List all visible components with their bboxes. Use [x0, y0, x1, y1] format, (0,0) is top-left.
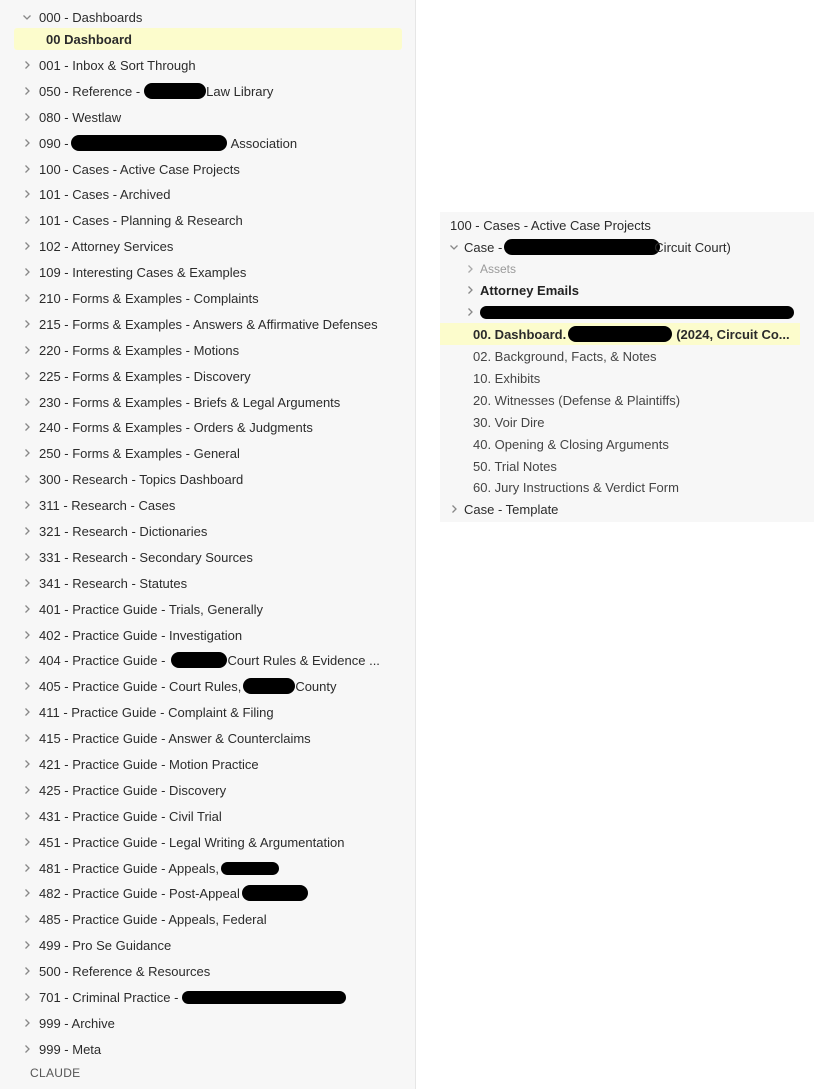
folder-240[interactable]: [14, 416, 402, 438]
folder-label: 401 - Practice Guide - Trials, Generally: [39, 601, 263, 617]
folder-341[interactable]: [14, 572, 402, 594]
folder-label: 321 - Research - Dictionaries: [39, 523, 208, 539]
chevron-right-icon[interactable]: [21, 163, 33, 175]
file-label: 20. Witnesses (Defense & Plaintiffs): [473, 392, 681, 408]
chevron-right-icon[interactable]: [21, 654, 33, 666]
folder-label-suffix: Association: [230, 135, 298, 151]
folder-label: 500 - Reference & Resources: [39, 963, 211, 979]
chevron-right-icon[interactable]: [21, 421, 33, 433]
folder-label: 109 - Interesting Cases & Examples: [39, 264, 247, 280]
chevron-right-icon[interactable]: [464, 306, 476, 318]
chevron-right-icon[interactable]: [21, 939, 33, 951]
folder-404[interactable]: [14, 649, 402, 671]
folder-415[interactable]: [14, 727, 402, 749]
chevron-right-icon[interactable]: [21, 1017, 33, 1029]
folder-220[interactable]: [14, 339, 402, 361]
folder-case-template[interactable]: [440, 498, 800, 520]
folder-label: 311 - Research - Cases: [39, 497, 176, 513]
folder-label: 240 - Forms & Examples - Orders & Judgments: [39, 419, 313, 435]
file-label: 40. Opening & Closing Arguments: [473, 436, 669, 452]
folder-label: 001 - Inbox & Sort Through: [39, 57, 196, 73]
folder-case-expanded[interactable]: [440, 236, 800, 258]
folder-215[interactable]: [14, 313, 402, 335]
folder-label: Attorney Emails: [480, 282, 579, 298]
folder-label: 000 - Dashboards: [39, 9, 143, 25]
redaction-mark: [480, 306, 794, 319]
chevron-right-icon[interactable]: [21, 706, 33, 718]
folder-label: 481 - Practice Guide - Appeals,: [39, 860, 219, 876]
chevron-right-icon[interactable]: [21, 59, 33, 71]
folder-label: Case - Template: [464, 501, 559, 517]
chevron-right-icon[interactable]: [464, 284, 476, 296]
chevron-right-icon[interactable]: [21, 344, 33, 356]
folder-label: 210 - Forms & Examples - Complaints: [39, 290, 259, 306]
folder-label: 431 - Practice Guide - Civil Trial: [39, 808, 222, 824]
folder-label: 999 - Archive: [39, 1015, 115, 1031]
chevron-right-icon[interactable]: [21, 629, 33, 641]
folder-label-suffix: Court Rules & Evidence ...: [227, 652, 380, 668]
folder-090[interactable]: [14, 132, 402, 154]
folder-label-suffix: Law Library: [206, 83, 274, 99]
chevron-right-icon[interactable]: [21, 551, 33, 563]
chevron-right-icon[interactable]: [21, 447, 33, 459]
chevron-down-icon[interactable]: [448, 241, 460, 253]
folder-label: 451 - Practice Guide - Legal Writing & Argumentation: [39, 834, 345, 850]
folder-701[interactable]: [14, 986, 402, 1008]
chevron-right-icon[interactable]: [21, 111, 33, 123]
folder-label: Case -: [464, 239, 503, 255]
chevron-right-icon[interactable]: [21, 473, 33, 485]
chevron-right-icon[interactable]: [21, 318, 33, 330]
file-00-dashboard-case[interactable]: [440, 323, 800, 345]
file-background-facts-notes[interactable]: [440, 345, 800, 367]
chevron-right-icon[interactable]: [21, 85, 33, 97]
folder-050[interactable]: [14, 80, 402, 102]
folder-401[interactable]: [14, 598, 402, 620]
expanded-case-tree: [440, 212, 814, 522]
chevron-right-icon[interactable]: [21, 965, 33, 977]
redaction-mark: [221, 862, 279, 875]
chevron-right-icon[interactable]: [21, 784, 33, 796]
folder-225[interactable]: [14, 365, 402, 387]
folder-label: 100 - Cases - Active Case Projects: [450, 217, 651, 233]
chevron-right-icon[interactable]: [21, 292, 33, 304]
folder-431[interactable]: [14, 805, 402, 827]
redaction-mark: [504, 239, 660, 255]
file-label: 00. Dashboard.: [473, 326, 567, 342]
folder-101-archived[interactable]: [14, 183, 402, 205]
chevron-right-icon[interactable]: [21, 887, 33, 899]
folder-label: 425 - Practice Guide - Discovery: [39, 782, 227, 798]
folder-label: 215 - Forms & Examples - Answers & Affirmative Defenses: [39, 316, 378, 332]
chevron-right-icon[interactable]: [21, 603, 33, 615]
folder-101-planning[interactable]: [14, 209, 402, 231]
folder-label: 415 - Practice Guide - Answer & Counterclaims: [39, 730, 311, 746]
file-jury-instructions[interactable]: [440, 476, 800, 498]
file-label: 60. Jury Instructions & Verdict Form: [473, 479, 679, 495]
redaction-mark: [144, 83, 206, 99]
chevron-right-icon[interactable]: [21, 499, 33, 511]
chevron-right-icon[interactable]: [21, 862, 33, 874]
folder-100-active-case-projects[interactable]: [440, 214, 800, 236]
folder-405[interactable]: [14, 675, 402, 697]
folder-redacted[interactable]: [440, 301, 814, 323]
folder-230[interactable]: [14, 391, 402, 413]
folder-210[interactable]: [14, 287, 402, 309]
folder-109[interactable]: [14, 261, 402, 283]
folder-451[interactable]: [14, 831, 402, 853]
chevron-right-icon[interactable]: [21, 396, 33, 408]
chevron-right-icon[interactable]: [21, 240, 33, 252]
chevron-right-icon[interactable]: [21, 525, 33, 537]
folder-label-suffix: County: [295, 678, 337, 694]
folder-label: 101 - Cases - Archived: [39, 186, 171, 202]
folder-label: 050 - Reference -: [39, 83, 141, 99]
folder-321[interactable]: [14, 520, 402, 542]
folder-label: 482 - Practice Guide - Post-Appeal: [39, 885, 240, 901]
folder-label: 225 - Forms & Examples - Discovery: [39, 368, 251, 384]
folder-080[interactable]: [14, 106, 402, 128]
redaction-mark: [568, 326, 672, 342]
folder-assets[interactable]: [440, 258, 814, 280]
folder-482[interactable]: [14, 882, 402, 904]
folder-100[interactable]: [14, 158, 402, 180]
folder-500[interactable]: [14, 960, 402, 982]
file-trial-notes[interactable]: [440, 455, 800, 477]
folder-attorney-emails[interactable]: [440, 279, 814, 301]
folder-label: 102 - Attorney Services: [39, 238, 174, 254]
redaction-mark: [243, 678, 295, 694]
folder-label: 101 - Cases - Planning & Research: [39, 212, 243, 228]
file-label: 10. Exhibits: [473, 370, 541, 386]
folder-402[interactable]: [14, 624, 402, 646]
folder-label: 999 - Meta: [39, 1041, 102, 1057]
vault-name-footer[interactable]: CLAUDE: [30, 1066, 81, 1080]
folder-331[interactable]: [14, 546, 402, 568]
folder-label: 404 - Practice Guide -: [39, 652, 166, 668]
folder-label: 485 - Practice Guide - Appeals, Federal: [39, 911, 267, 927]
file-00-dashboard[interactable]: [14, 28, 402, 50]
folder-999-archive[interactable]: [14, 1012, 402, 1034]
folder-label: 300 - Research - Topics Dashboard: [39, 471, 244, 487]
chevron-right-icon[interactable]: [21, 137, 33, 149]
chevron-right-icon[interactable]: [21, 680, 33, 692]
chevron-right-icon[interactable]: [21, 188, 33, 200]
folder-label: 499 - Pro Se Guidance: [39, 937, 172, 953]
chevron-right-icon[interactable]: [21, 810, 33, 822]
file-label-suffix: (2024, Circuit Co...: [676, 326, 790, 342]
file-label: 00 Dashboard: [46, 31, 132, 47]
folder-311[interactable]: [14, 494, 402, 516]
folder-label: 421 - Practice Guide - Motion Practice: [39, 756, 259, 772]
chevron-right-icon[interactable]: [448, 503, 460, 515]
folder-999-meta[interactable]: [14, 1038, 402, 1060]
folder-label: 411 - Practice Guide - Complaint & Filing: [39, 704, 274, 720]
folder-label: 220 - Forms & Examples - Motions: [39, 342, 240, 358]
chevron-right-icon[interactable]: [21, 370, 33, 382]
folder-425[interactable]: [14, 779, 402, 801]
file-label: 50. Trial Notes: [473, 458, 557, 474]
file-voir-dire[interactable]: [440, 411, 800, 433]
chevron-right-icon[interactable]: [21, 1043, 33, 1055]
folder-label: 230 - Forms & Examples - Briefs & Legal Arguments: [39, 394, 341, 410]
folder-label: 701 - Criminal Practice -: [39, 989, 179, 1005]
file-opening-closing-arguments[interactable]: [440, 433, 800, 455]
chevron-right-icon[interactable]: [21, 266, 33, 278]
folder-001[interactable]: [14, 54, 402, 76]
folder-481[interactable]: [14, 857, 402, 879]
folder-411[interactable]: [14, 701, 402, 723]
file-label: 30. Voir Dire: [473, 414, 545, 430]
file-witnesses[interactable]: [440, 389, 800, 411]
folder-label: 100 - Cases - Active Case Projects: [39, 161, 240, 177]
folder-label: 090 -: [39, 135, 69, 151]
folder-label: 331 - Research - Secondary Sources: [39, 549, 253, 565]
chevron-right-icon[interactable]: [21, 836, 33, 848]
chevron-right-icon[interactable]: [21, 758, 33, 770]
chevron-right-icon[interactable]: [21, 577, 33, 589]
chevron-right-icon[interactable]: [464, 263, 476, 275]
chevron-right-icon[interactable]: [21, 991, 33, 1003]
folder-499[interactable]: [14, 934, 402, 956]
folder-label: 341 - Research - Statutes: [39, 575, 188, 591]
folder-label-suffix: Circuit Court): [654, 239, 731, 255]
redaction-mark: [182, 991, 346, 1004]
folder-421[interactable]: [14, 753, 402, 775]
chevron-right-icon[interactable]: [21, 913, 33, 925]
chevron-down-icon[interactable]: [21, 11, 33, 23]
folder-label: 080 - Westlaw: [39, 109, 122, 125]
folder-485[interactable]: [14, 908, 402, 930]
folder-label: 402 - Practice Guide - Investigation: [39, 627, 243, 643]
chevron-right-icon[interactable]: [21, 214, 33, 226]
folder-300[interactable]: [14, 468, 402, 490]
folder-label: 405 - Practice Guide - Court Rules,: [39, 678, 242, 694]
redaction-mark: [71, 135, 227, 151]
folder-102[interactable]: [14, 235, 402, 257]
file-exhibits[interactable]: [440, 367, 800, 389]
folder-label: Assets: [480, 262, 517, 276]
folder-250[interactable]: [14, 442, 402, 464]
redaction-mark: [242, 885, 308, 901]
folder-label: 250 - Forms & Examples - General: [39, 445, 240, 461]
folder-000-dashboards[interactable]: [14, 6, 402, 28]
file-label: 02. Background, Facts, & Notes: [473, 348, 657, 364]
chevron-right-icon[interactable]: [21, 732, 33, 744]
redaction-mark: [171, 652, 227, 668]
